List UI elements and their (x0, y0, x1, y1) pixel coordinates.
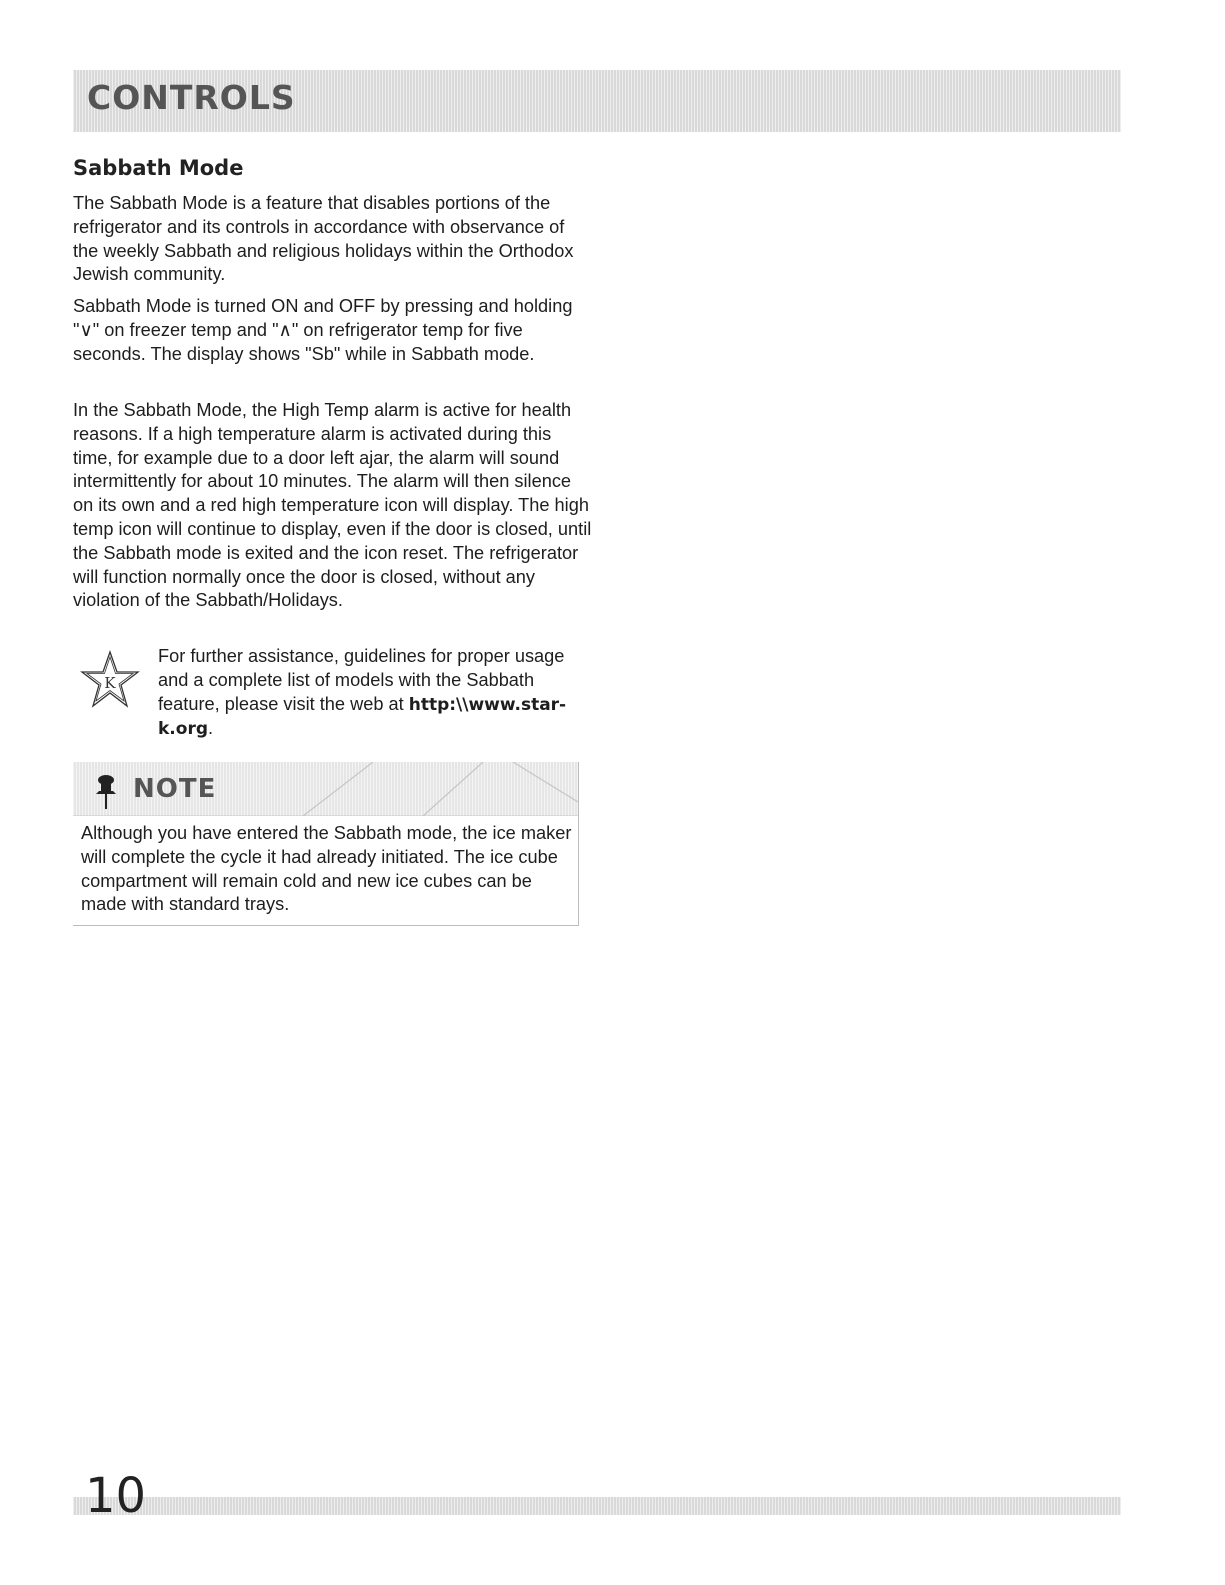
footer-band (73, 1497, 1121, 1515)
section-header-band (73, 70, 1121, 132)
star-k-info (158, 645, 588, 742)
page-number: 10 (85, 1468, 147, 1524)
paragraph-intro: The Sabbath Mode is a feature that disables portions of the refrigerator and its controls in accordance with observance of the weekly Sabbath and religious holidays within the Orthodox Jewish community. (73, 193, 574, 285)
star-k-link[interactable]: http:\\www.star-k.org (158, 694, 567, 740)
pushpin-icon (93, 774, 119, 810)
star-k-text: For further assistance, guidelines for proper usage and a complete list of models with the Sabbath feature, please visit the web at (158, 646, 565, 714)
note-header-band (73, 762, 578, 816)
paragraph-alarm: In the Sabbath Mode, the High Temp alarm is active for health reasons. If a high temperature alarm is activated during this time, for example due to a door left ajar, the alarm will sound intermittently for about 10 minutes. The alarm will then silence on its own and a red high temperature icon will display. The high temp icon will continue to display, even if the door is closed, until the Sabbath mode is exited and the icon reset. The refrigerator will function normally once the door is closed, without any violation of the Sabbath/Holidays. (73, 400, 592, 611)
header-title: CONTROLS (87, 78, 296, 117)
star-k-letter: K (104, 674, 116, 692)
note-text: Although you have entered the Sabbath mode, the ice maker will complete the cycle it had already initiated. The ice cube compartment will remain cold and new ice cubes can be made with standard trays. (81, 823, 572, 915)
note-title: NOTE (133, 774, 217, 804)
section-title: Sabbath Mode (73, 156, 244, 180)
star-k-icon (78, 648, 142, 712)
paragraph-activation: Sabbath Mode is turned ON and OFF by pressing and holding "∨" on freezer temp and "∧" on refrigerator temp for five seconds. The display shows "Sb" while in Sabbath mode. (73, 296, 573, 364)
note-box (73, 762, 579, 926)
star-k-url-suffix: . (208, 718, 214, 739)
